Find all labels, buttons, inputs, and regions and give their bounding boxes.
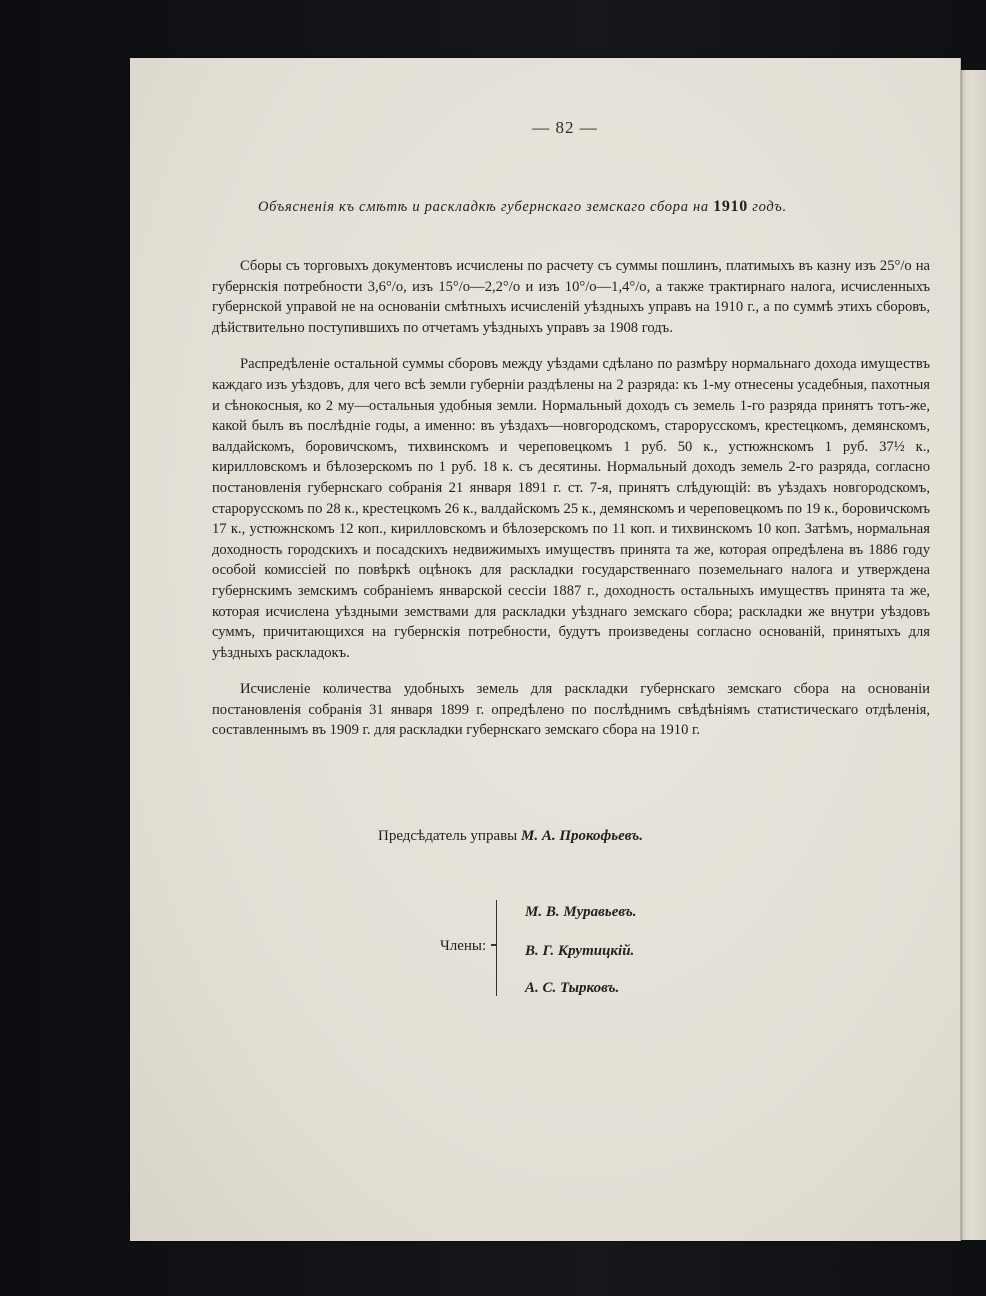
members-label: Члены: (440, 938, 487, 954)
document-page (130, 58, 961, 1241)
title-text: Объясненія къ смѣтѣ и раскладкѣ губернскаго земскаго сбора на (258, 199, 709, 215)
adjacent-page-edge (958, 70, 986, 1240)
chairman-signature (378, 828, 798, 845)
member-name: В. Г. Крутицкій. (525, 943, 635, 959)
members-brace (496, 900, 505, 996)
paragraph-land-calculation: Исчисленіе количества удобныхъ земель для раскладки губернскаго земскаго сбора на основаніи постановленія собранія 31 января 1899 г. опредѣлено по послѣднимъ свѣдѣніямъ статистическаго отдѣленія, составленнымъ въ 1909 г. для раскладки губернскаго земскаго сбора на 1910 г. (212, 681, 930, 739)
member-name: М. В. Муравьевъ. (525, 904, 637, 920)
title-year: 1910 (713, 198, 748, 215)
body-text (212, 256, 930, 757)
paragraph-trade-documents: Сборы съ торговыхъ документовъ исчислены по расчету съ суммы пошлинъ, платимыхъ въ казну изъ 25°/о на губернскія потребности 3,6°/о, изъ 15°/о—2,2°/о и изъ 10°/о—1,4°/о, а также трактирнаго налога, исчисленныхъ губернской управой не на основаніи смѣтныхъ исчисленій уѣздныхъ управъ на 1910 г., а по суммѣ этихъ сборовъ, дѣйствительно поступившихъ по отчетамъ уѣздныхъ управъ за 1908 годъ. (212, 258, 930, 336)
page-title (258, 198, 898, 216)
title-suffix: годъ. (752, 199, 787, 215)
member-name: А. С. Тырковъ. (525, 980, 620, 996)
paragraph-distribution: Распредѣленіе остальной суммы сборовъ между уѣздами сдѣлано по размѣру нормальнаго дохода имуществъ каждаго изъ уѣздовъ, для чего всѣ земли губерніи раздѣлены на 2 разряда: къ 1-му отнесены усадебныя, пахотныя и сѣнокосныя, ко 2 му—остальныя удобныя земли. Нормальный доходъ съ земель 1-го разряда принятъ тотъ-же, какой былъ въ послѣдніе годы, а именно: въ уѣздахъ—новгородскомъ, старорусскомъ, крестецкомъ, демянскомъ, валдайскомъ, боровичскомъ, тихвинскомъ и череповецкомъ 1 руб. 50 к., устюжнскомъ 1 руб. 37½ к., кирилловскомъ и бѣлозерскомъ по 1 руб. 18 к. съ десятины. Нормальный доходъ земель 2-го разряда, согласно постановленія губернскаго собранія 21 января 1891 г. ст. 7-я, принятъ слѣдующій: въ уѣздахъ новгородскомъ, старорусскомъ по 28 к., крестецкомъ 26 к., валдайскомъ 25 к., демянскомъ и череповецкомъ по 19 к., боровичскомъ 17 к., устюжнскомъ 12 коп., кирилловскомъ и бѣлозерскомъ по 11 коп. и тихвинскомъ 10 коп. Затѣмъ, нормальная доходность городскихъ и посадскихъ недвижимыхъ имуществъ принята та же, которая опредѣлена въ 1886 году особой комиссіей по повѣркѣ оцѣнокъ для раскладки государственнаго поземельнаго налога и утверждена губернскимъ земскимъ собраніемъ январской сессіи 1887 г., доходность остальныхъ имуществъ принята та же, которая исчислена уѣздными земствами для раскладки уѣзднаго земскаго сбора; раскладки же внутри уѣздовъ суммъ, причитающихся на губернскія потребности, будутъ произведены согласно основаній, принятыхъ для уѣздныхъ раскладокъ. (212, 356, 930, 661)
page-number: — 82 — (532, 118, 598, 137)
chairman-label: Предсѣдатель управы (378, 828, 518, 844)
chairman-name: М. А. Прокофьевъ. (521, 828, 643, 844)
